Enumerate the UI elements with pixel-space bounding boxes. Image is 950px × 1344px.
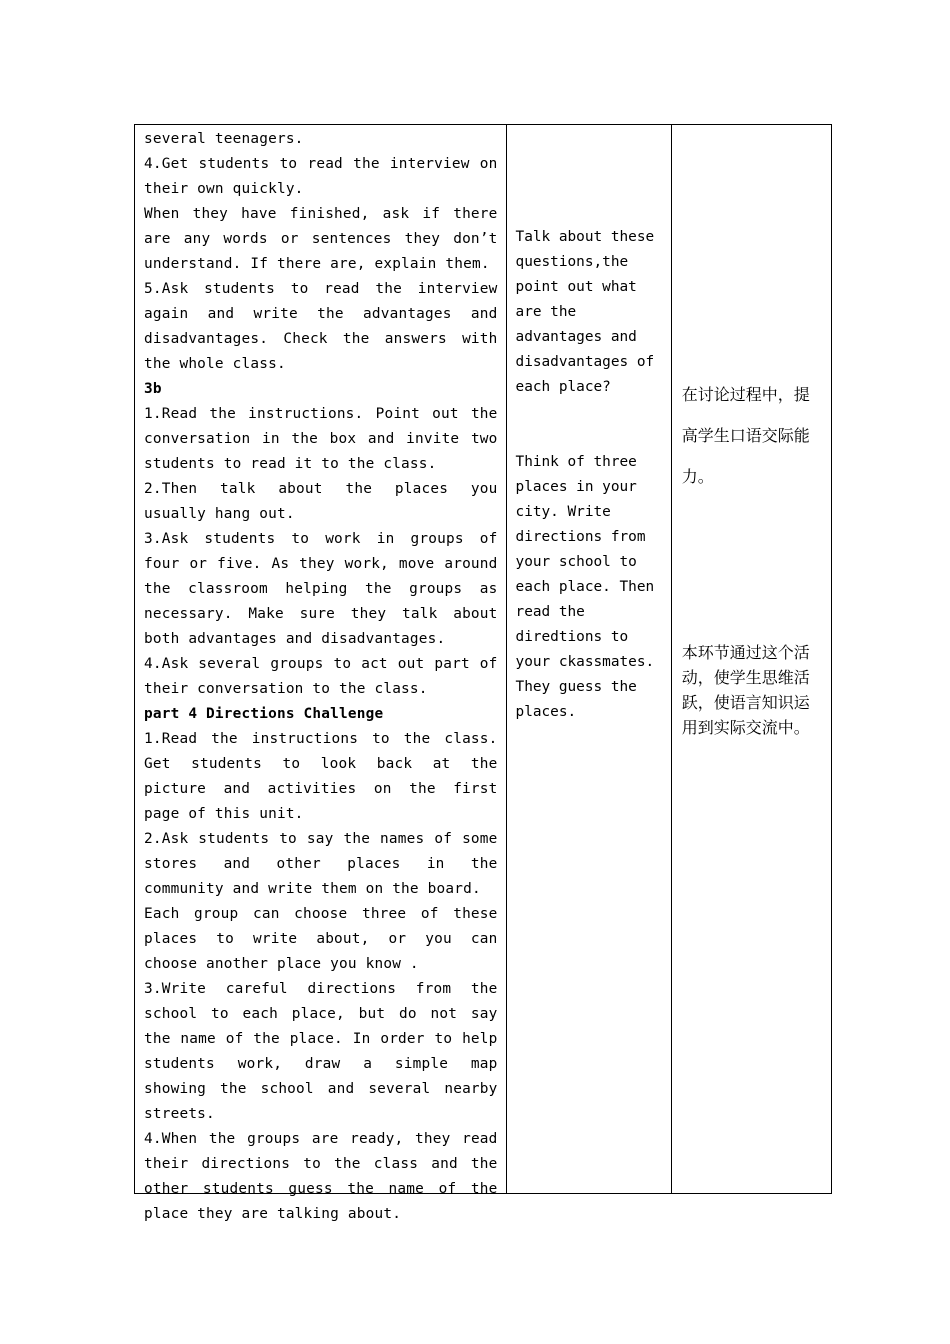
student-activity-text: Think of three places in your city. Write directions from your school to each place. Then read the diredtions to your ckassmates. They guess the places. bbox=[515, 454, 655, 720]
procedure-line: 3.Ask students to work in groups of four or five. As they work, move around the classroom helping the groups as necessary. Make sure they talk about both advantages and disadvantages. bbox=[144, 531, 498, 647]
procedure-line: 4.When the groups are ready, they read their directions to the class and the other students guess the name of the place they are talking about. bbox=[144, 1131, 498, 1222]
procedure-line: 4.Get students to read the interview on their own quickly. bbox=[144, 156, 498, 197]
procedure-line: 2.Then talk about the places you usually hang out. bbox=[144, 481, 498, 522]
procedure-line: 5.Ask students to read the interview again and write the advantages and disadvantages. Check the answers with the whole class. bbox=[144, 281, 498, 372]
procedure-line: 2.Ask students to say the names of some stores and other places in the community and write them on the board. bbox=[144, 831, 498, 897]
lesson-plan-table bbox=[134, 124, 832, 1222]
procedure-line: Each group can choose three of these places to write about, or you can choose another place you know . bbox=[144, 906, 498, 972]
procedure-line: 1.Read the instructions to the class. Get students to look back at the picture and activities on the first page of this unit. bbox=[144, 731, 498, 822]
procedures-cell bbox=[135, 125, 507, 1222]
procedure-line: When they have finished, ask if there are any words or sentences they don’t understand. If there are, explain them. bbox=[144, 206, 498, 272]
procedure-line: 3.Write careful directions from the school to each place, but do not say the name of the place. In order to help students work, draw a simple map showing the school and several nearby streets. bbox=[144, 981, 498, 1122]
student-activity-text: Talk about these questions,the point out what are the advantages and disadvantages of each place? bbox=[515, 229, 655, 395]
procedure-line: 4.Ask several groups to act out part of their conversation to the class. bbox=[144, 656, 498, 697]
design-intent-cell bbox=[671, 125, 831, 1194]
procedure-line: 1.Read the instructions. Point out the conversation in the box and invite two students to read it to the class. bbox=[144, 406, 498, 472]
table-row bbox=[135, 125, 832, 1194]
design-intent-note: 在讨论过程中，提高学生口语交际能力。 bbox=[681, 385, 810, 486]
procedure-line: several teenagers. bbox=[144, 131, 304, 147]
section-heading-part4: part 4 Directions Challenge bbox=[144, 706, 384, 722]
design-intent-note: 本环节通过这个活动，使学生思维活跃，使语言知识运用到实际交流中。 bbox=[681, 643, 810, 737]
student-activities-cell bbox=[506, 125, 671, 1194]
section-heading-3b: 3b bbox=[144, 381, 162, 397]
